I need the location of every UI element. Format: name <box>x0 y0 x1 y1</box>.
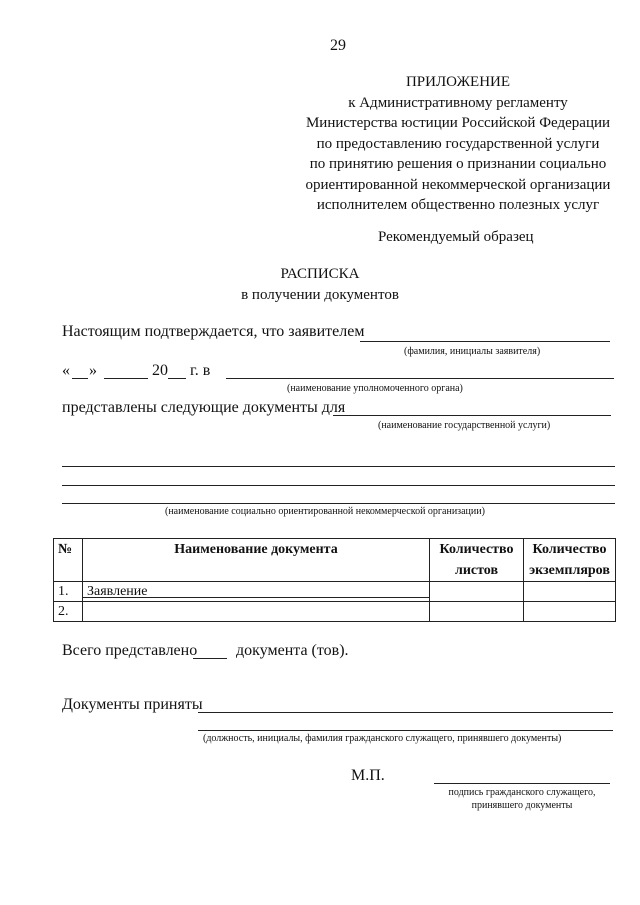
table-row <box>54 602 616 622</box>
row-document-name-text: Заявление <box>87 584 148 599</box>
applicant-statement: Настоящим подтверждается, что заявителем <box>62 323 365 340</box>
date-year-prefix: 20 <box>152 362 168 379</box>
header-sheets-line2: листов <box>454 563 499 578</box>
page-number: 29 <box>330 37 346 54</box>
applicant-name-hint: (фамилия, инициалы заявителя) <box>404 346 541 357</box>
row-copies[interactable] <box>524 602 616 622</box>
organization-line[interactable] <box>62 466 615 467</box>
total-prefix: Всего представлено <box>62 642 198 659</box>
header-number: № <box>54 539 83 582</box>
row-copies[interactable] <box>524 582 616 602</box>
date-year-line[interactable] <box>168 378 186 379</box>
document-title: РАСПИСКА <box>280 266 360 282</box>
organization-line[interactable] <box>62 485 615 486</box>
signature-hint-line2: принявшего документы <box>471 800 573 811</box>
header-sheets <box>430 539 524 582</box>
total-count-line[interactable] <box>193 658 227 659</box>
date-year-suffix: г. в <box>190 362 211 379</box>
row-document-name[interactable] <box>83 582 430 602</box>
accepted-label: Документы приняты <box>62 696 203 713</box>
header-copies-line1: Количество <box>532 542 607 557</box>
signature-line[interactable] <box>434 783 610 784</box>
row-sheets[interactable] <box>430 602 524 622</box>
accepted-by-line-2[interactable] <box>198 730 613 731</box>
date-day-line[interactable] <box>72 378 88 379</box>
applicant-name-line[interactable] <box>360 341 610 342</box>
authority-line[interactable] <box>226 378 614 379</box>
appendix-line: исполнителем общественно полезных услуг <box>316 197 600 213</box>
total-suffix: документа (тов). <box>236 642 349 659</box>
date-quote-close: » <box>89 362 97 379</box>
row-number: 1. <box>54 582 83 602</box>
signature-hint-line1: подпись гражданского служащего, <box>448 787 596 798</box>
appendix-line: по предоставлению государственной услуги <box>316 135 600 152</box>
documents-for-statement: представлены следующие документы для <box>62 399 346 416</box>
row-sheets[interactable] <box>430 582 524 602</box>
row-number: 2. <box>54 602 83 622</box>
date-month-line[interactable] <box>104 378 148 379</box>
header-document-name: Наименование документа <box>83 539 430 582</box>
documents-table <box>53 538 616 622</box>
authority-hint: (наименование уполномоченного органа) <box>287 383 463 394</box>
appendix-line: ориентированной некоммерческой организации <box>305 176 611 193</box>
stamp-label: М.П. <box>351 767 385 784</box>
table-header-row <box>54 539 616 582</box>
organization-hint: (наименование социально ориентированной некоммерческой организации) <box>165 506 485 517</box>
service-line[interactable] <box>333 415 611 416</box>
date-quote-open: « <box>62 362 70 379</box>
table-row <box>54 582 616 602</box>
row-underline <box>83 597 429 598</box>
accepted-hint: (должность, инициалы, фамилия гражданского служащего, принявшего документы) <box>203 733 562 744</box>
appendix-line: по принятию решения о признании социально <box>309 156 607 172</box>
accepted-by-line[interactable] <box>198 712 613 713</box>
row-document-name[interactable] <box>83 602 430 622</box>
organization-line[interactable] <box>62 503 615 504</box>
appendix-line: Министерства юстиции Российской Федерации <box>305 115 611 131</box>
appendix-line: к Административному регламенту <box>348 94 568 111</box>
appendix-header <box>290 72 626 216</box>
appendix-title: ПРИЛОЖЕНИЕ <box>405 74 511 90</box>
document-subtitle: в получении документов <box>241 287 399 303</box>
header-copies <box>524 539 616 582</box>
header-sheets-line1: Количество <box>439 542 514 557</box>
header-copies-line2: экземпляров <box>529 563 610 578</box>
service-hint: (наименование государственной услуги) <box>378 420 551 431</box>
sample-label: Рекомендуемый образец <box>378 229 534 245</box>
